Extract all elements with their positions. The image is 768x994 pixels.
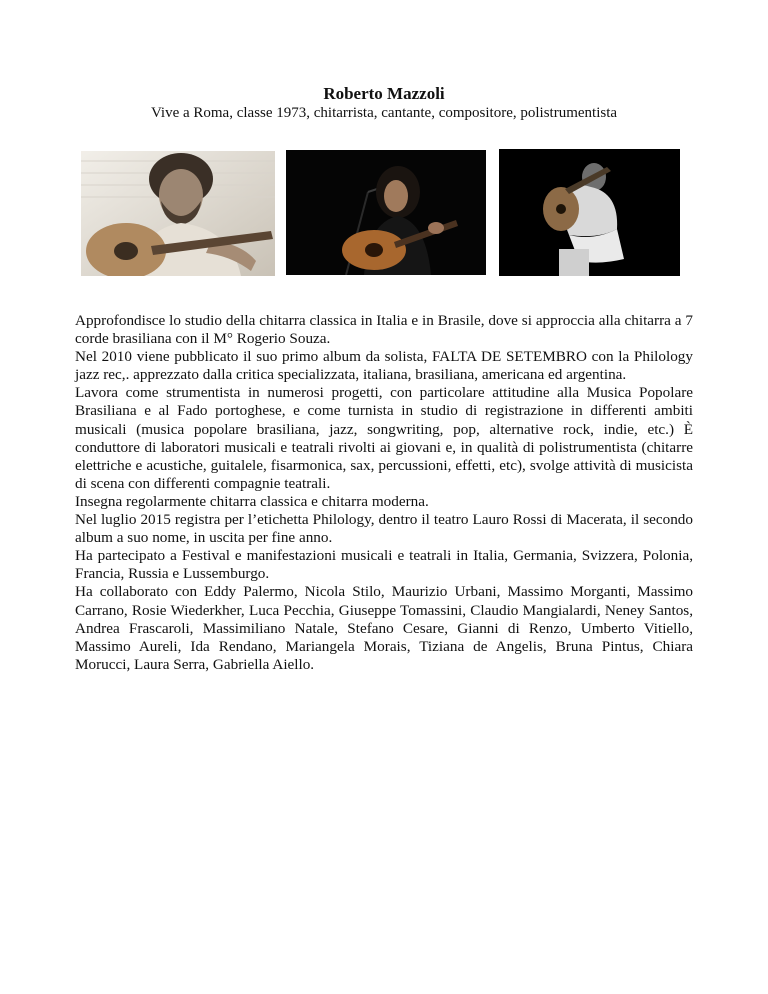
bio-paragraph: Nel 2010 viene pubblicato il suo primo album da solista, FALTA DE SETEMBRO con la Philology jazz rec,. apprezzato dalla critica specializzata, italiana, brasiliana, americana ed argentina. [75,348,693,384]
guitarist-playing-image [499,149,680,276]
bio-paragraph: Lavora come strumentista in numerosi progetti, con particolare attitudine alla Musica Popolare Brasiliana e al Fado portoghese, e come turnista in studio di registrazione in differenti ambiti musicali (musica popolare brasiliana, jazz, songwriting, pop, alternative rock, indie, etc.) È conduttore di laboratori musicali e teatrali rivolti ai giovani e, in qualità di polistrumentista (chitarre elettriche e acustiche, guitalele, fisarmonica, sax, percussioni, effetti, etc), svolge attività di musicista di scena con differenti compagnie teatrali. [75,384,693,492]
guitarist-portrait-image [81,151,275,276]
bio-paragraph: Ha partecipato a Festival e manifestazioni musicali e teatrali in Italia, Germania, Svizzera, Polonia, Francia, Russia e Lussemburgo. [75,547,693,583]
bio-paragraph: Approfondisce lo studio della chitarra classica in Italia e in Brasile, dove si approccia alla chitarra a 7 corde brasiliana con il M° Rogerio Souza. [75,312,693,348]
bio-paragraph: Nel luglio 2015 registra per l’etichetta Philology, dentro il teatro Lauro Rossi di Macerata, il secondo album a suo nome, in uscita per fine anno. [75,511,693,547]
bio-paragraph: Insegna regolarmente chitarra classica e chitarra moderna. [75,492,429,510]
page-subtitle: Vive a Roma, classe 1973, chitarrista, cantante, compositore, polistrumentista [150,105,618,121]
guitarist-singing-image [286,150,486,275]
page-title: Roberto Mazzoli [323,84,445,103]
bio-paragraph: Ha collaborato con Eddy Palermo, Nicola Stilo, Maurizio Urbani, Massimo Morganti, Massimo Carrano, Rosie Wiederkher, Luca Pecchia, Giuseppe Tomassini, Claudio Mangialardi, Neney Santos, Andrea Frascaroli, Massimiliano Natale, Stefano Cesare, Gianni di Renzo, Umberto Vitiello, Massimo Aureli, Ida Rendano, Mariangela Morais, Tiziana de Angelis, Bruna Pintus, Chiara Morucci, Laura Serra, Gabriella Aiello. [75,583,693,673]
biography-text [75,312,693,674]
